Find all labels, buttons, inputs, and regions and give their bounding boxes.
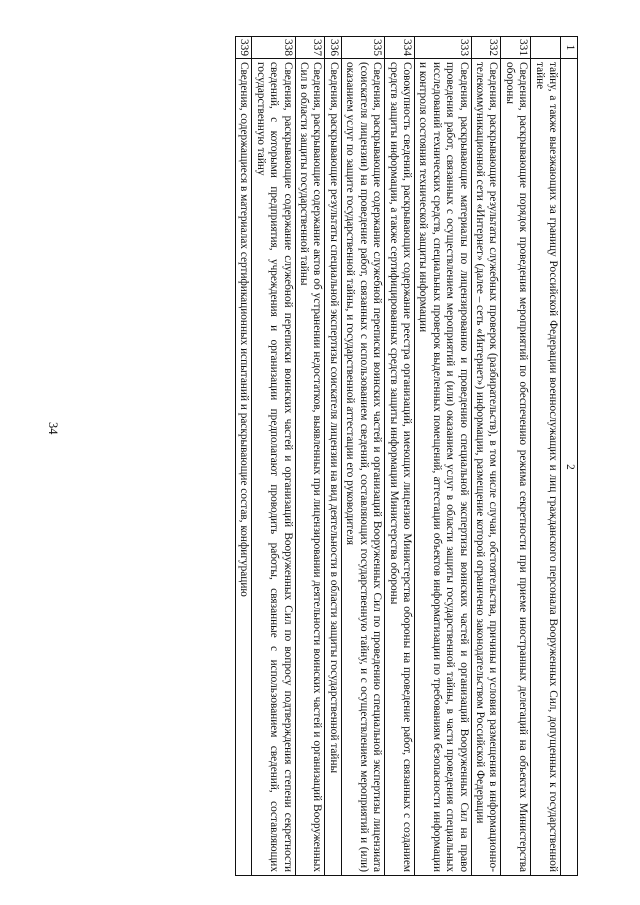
- page-number: 34: [46, 422, 60, 435]
- row-text: Сведения, раскрывающие порядок проведения мероприятий по обеспечению режима секретности при приеме иностранных делегаций на объектах Министерства обороны: [501, 59, 531, 876]
- row-number: 335: [341, 37, 384, 59]
- table-header-row: [561, 37, 578, 876]
- row-number: 338: [252, 37, 295, 59]
- table-row: [325, 37, 341, 876]
- header-col-1: 1: [561, 37, 578, 59]
- table-row: [471, 37, 501, 876]
- rotated-document: [68, 36, 578, 876]
- row-number: 334: [385, 37, 415, 59]
- table-row: [236, 37, 252, 876]
- row-text: Сведения, раскрывающие материалы по лицензированию и проведению специальной экспертизы воинских частей и организаций Вооруженных Сил на право проведения работ, связанных с осуществлением мероприятий и (или) оказанием услуг в области защиты государственной тайны, в части проведения специальных исследований технических средств, специальных проверок выделенных помещений, аттестации объектов информатизации по требованиям безопасности информации и контроля состояния технической защиты информации: [414, 59, 471, 876]
- table-row: [385, 37, 415, 876]
- document-table: [235, 36, 578, 876]
- row-number: [531, 37, 561, 59]
- row-text: Сведения, раскрывающие результаты специальной экспертизы соискателя лицензии на вид деятельности в области защиты государственной тайны: [325, 59, 341, 876]
- table-row: [252, 37, 295, 876]
- header-col-2: 2: [561, 59, 578, 876]
- table-row: [341, 37, 384, 876]
- row-number: 336: [325, 37, 341, 59]
- row-text: Сведения, раскрывающие содержание актов об устранении недостатков, выявленных при лицензировании деятельности воинских частей и организаций Вооруженных Сил в области защиты государственной тайны: [295, 59, 325, 876]
- row-text: тайну, а также выезжающих за границу Российской Федерации военнослужащих и лиц гражданского персонала Вооруженных Сил, допущенных к государственной тайне: [531, 59, 561, 876]
- row-number: 333: [414, 37, 471, 59]
- row-number: 331: [501, 37, 531, 59]
- row-text: Сведения, содержащиеся в материалах сертификационных испытаний и раскрывающие состав, конфигурацию: [236, 59, 252, 876]
- table-row: [531, 37, 561, 876]
- row-number: 332: [471, 37, 501, 59]
- row-text: Совокупность сведений, раскрывающих содержание реестра организаций, имеющих лицензию Министерства обороны на проведение работ, связанных с созданием средств защиты информации, а также сертифицированных средств защиты информации Министерства обороны: [385, 59, 415, 876]
- table-row: [295, 37, 325, 876]
- row-text: Сведения, раскрывающие результаты служебных проверок (разбирательств), в том числе случаи, обстоятельства, причины и условия размещения в информационно-телекоммуникационной сети «Интернет» (далее – сеть «Интернет») информации, размещение которой ограничено законодательством Российской Федерации: [471, 59, 501, 876]
- row-text: Сведения, раскрывающие содержание служебной переписки воинских частей и организаций Вооруженных Сил по проведению специальной экспертизы лицензиата (соискателя лицензии) на проведение работ, связанных с использованием сведений, составляющих государственную тайну, и с осуществлением мероприятий и (или) оказанием услуг по защите государственной тайны, и государственной аттестации его руководителя: [341, 59, 384, 876]
- row-text: Сведения, раскрывающие содержание служебной переписки воинских частей и организаций Вооруженных Сил по вопросу подтверждения степени секретности сведений, с которыми предприятия, учреждения и организации предполагают проводить работы, связанные с использованием сведений, составляющих государственную тайну: [252, 59, 295, 876]
- table-row: [414, 37, 471, 876]
- table-row: [501, 37, 531, 876]
- row-number: 337: [295, 37, 325, 59]
- row-number: 339: [236, 37, 252, 59]
